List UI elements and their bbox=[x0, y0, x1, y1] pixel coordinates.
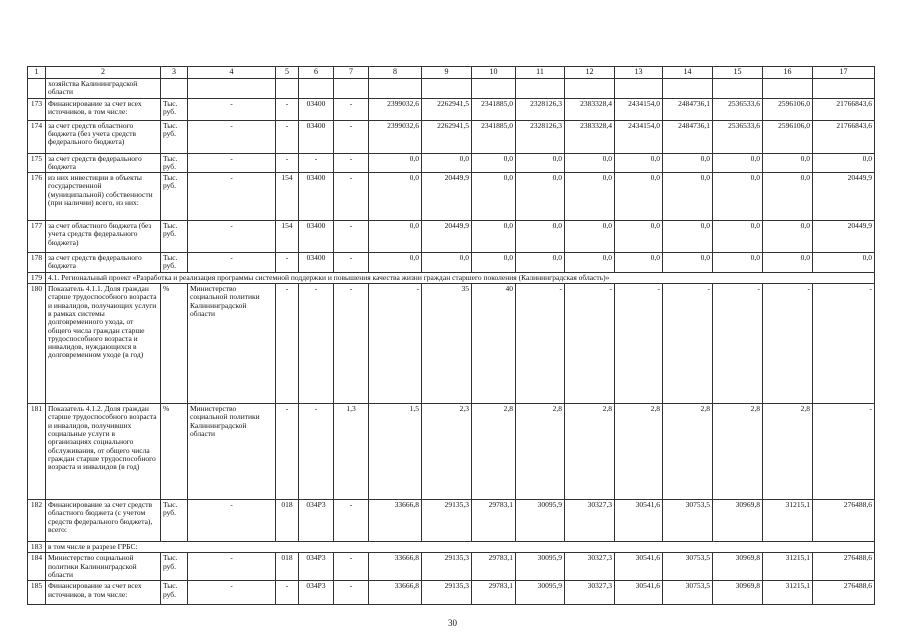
table-cell bbox=[813, 79, 875, 99]
table-cell: 0,0 bbox=[516, 253, 565, 273]
table-cell: Тыс. руб. bbox=[161, 581, 188, 605]
table-cell: 0,0 bbox=[516, 153, 565, 173]
table-cell: - bbox=[299, 153, 334, 173]
table-cell: 0,0 bbox=[615, 173, 663, 221]
section-title: 4.1. Региональный проект «Разработка и реализация программы системной поддержки и повышения качества жизни граждан старшего поколения (Калининградская область)» bbox=[46, 272, 875, 283]
table-row bbox=[28, 173, 875, 221]
header-cell: 1 bbox=[28, 67, 46, 79]
table-cell: 034P3 bbox=[299, 581, 334, 605]
table-cell: - bbox=[663, 284, 713, 404]
table-cell: 2383328,4 bbox=[565, 120, 615, 153]
table-cell: 2399032,6 bbox=[369, 98, 422, 120]
table-cell: 2,8 bbox=[516, 404, 565, 500]
table-row bbox=[28, 500, 875, 542]
row-label: за счет средств областного бюджета (без учета средств федерального бюджета) bbox=[46, 120, 161, 153]
table-cell: 2341885,0 bbox=[472, 120, 516, 153]
row-number: 175 bbox=[28, 153, 46, 173]
table-cell: 0,0 bbox=[763, 153, 813, 173]
table-cell bbox=[422, 79, 472, 99]
table-cell: - bbox=[276, 153, 299, 173]
table-cell: - bbox=[188, 173, 276, 221]
table-cell: 2341885,0 bbox=[472, 98, 516, 120]
table-cell: 35 bbox=[422, 284, 472, 404]
header-cell: 17 bbox=[813, 67, 875, 79]
table-cell: Тыс. руб. bbox=[161, 98, 188, 120]
table-cell: 0,0 bbox=[615, 153, 663, 173]
table-cell: - bbox=[565, 284, 615, 404]
table-cell: 2536533,6 bbox=[713, 120, 763, 153]
table-cell: - bbox=[188, 221, 276, 253]
table-cell: 2596106,0 bbox=[763, 98, 813, 120]
table-cell: 33666,8 bbox=[369, 581, 422, 605]
table-cell: 29135,3 bbox=[422, 500, 472, 542]
table-cell: - bbox=[516, 284, 565, 404]
row-number: 177 bbox=[28, 221, 46, 253]
table-cell bbox=[565, 79, 615, 99]
table-cell: - bbox=[334, 98, 369, 120]
table-cell: 31215,1 bbox=[763, 553, 813, 581]
table-cell: 29783,1 bbox=[472, 581, 516, 605]
header-cell: 7 bbox=[334, 67, 369, 79]
header-cell: 4 bbox=[188, 67, 276, 79]
table-cell: 0,0 bbox=[516, 173, 565, 221]
row-number bbox=[28, 79, 46, 99]
row-label: Финансирование за счет средств областного бюджета (с учетом средств федерального бюджета), всего: bbox=[46, 500, 161, 542]
table-row bbox=[28, 153, 875, 173]
table-cell: 30327,3 bbox=[565, 553, 615, 581]
table-cell: 30095,9 bbox=[516, 581, 565, 605]
row-label: Министерство социальной политики Калининградской области bbox=[46, 553, 161, 581]
table-cell: 2399032,6 bbox=[369, 120, 422, 153]
table-cell: - bbox=[188, 153, 276, 173]
table-row bbox=[28, 221, 875, 253]
table-cell: 0,0 bbox=[663, 253, 713, 273]
table-cell bbox=[663, 79, 713, 99]
table-cell: - bbox=[276, 284, 299, 404]
table-cell: 2,8 bbox=[663, 404, 713, 500]
row-label: Показатель 4.1.2. Доля граждан старше трудоспособного возраста и инвалидов, получивших социальные услуги в организациях социального обслуживания, от общего числа граждан старше трудоспособного возраста и инвалидов (в год) bbox=[46, 404, 161, 500]
table-cell: 276488,6 bbox=[813, 500, 875, 542]
table-cell: 2262941,5 bbox=[422, 98, 472, 120]
table-cell: 0,0 bbox=[615, 253, 663, 273]
row-label: Финансирование за счет всех источников, в том числе: bbox=[46, 581, 161, 605]
table-cell: - bbox=[276, 98, 299, 120]
table-cell: - bbox=[188, 120, 276, 153]
table-cell bbox=[161, 79, 188, 99]
page-number: 30 bbox=[448, 618, 457, 628]
row-label: Финансирование за счет всех источников, в том числе: bbox=[46, 98, 161, 120]
table-cell: 1,5 bbox=[369, 404, 422, 500]
table-cell: 30541,6 bbox=[615, 500, 663, 542]
row-number: 174 bbox=[28, 120, 46, 153]
table-cell: - bbox=[334, 253, 369, 273]
table-cell: 20449,9 bbox=[813, 173, 875, 221]
table-cell: 2536533,6 bbox=[713, 98, 763, 120]
table-cell: 0,0 bbox=[713, 173, 763, 221]
table-cell: 034P3 bbox=[299, 553, 334, 581]
table-cell: 30327,3 bbox=[565, 500, 615, 542]
table-cell: 30969,8 bbox=[713, 553, 763, 581]
row-number: 179 bbox=[28, 272, 46, 283]
table-cell: - bbox=[334, 153, 369, 173]
budget-table bbox=[27, 66, 875, 605]
row-label: Показатель 4.1.1. Доля граждан старше трудоспособного возраста и инвалидов, получающих услуги в рамках системы долговременного ухода, от общего числа граждан старше трудоспособного возраста и инвалидов, нуждающихся в долговременном уходе (в год) bbox=[46, 284, 161, 404]
table-cell: 2328126,3 bbox=[516, 98, 565, 120]
table-cell: 2,8 bbox=[713, 404, 763, 500]
table-cell bbox=[299, 79, 334, 99]
table-cell: 0,0 bbox=[565, 153, 615, 173]
table-cell: 30541,6 bbox=[615, 581, 663, 605]
header-cell: 10 bbox=[472, 67, 516, 79]
header-cell: 8 bbox=[369, 67, 422, 79]
table-cell: - bbox=[188, 98, 276, 120]
table-row bbox=[28, 553, 875, 581]
table-cell: 0,0 bbox=[472, 221, 516, 253]
table-cell: 0,0 bbox=[565, 221, 615, 253]
header-cell: 6 bbox=[299, 67, 334, 79]
table-cell: 276488,6 bbox=[813, 553, 875, 581]
table-cell: - bbox=[188, 553, 276, 581]
table-cell: - bbox=[299, 404, 334, 500]
table-cell: 0,0 bbox=[422, 253, 472, 273]
header-cell: 11 bbox=[516, 67, 565, 79]
table-cell: 29783,1 bbox=[472, 553, 516, 581]
table-cell: 0,0 bbox=[369, 173, 422, 221]
header-cell: 12 bbox=[565, 67, 615, 79]
table-cell: - bbox=[188, 581, 276, 605]
table-cell bbox=[188, 79, 276, 99]
table-cell: 0,0 bbox=[369, 221, 422, 253]
table-row bbox=[28, 284, 875, 404]
table-cell: 2,3 bbox=[422, 404, 472, 500]
header-cell: 16 bbox=[763, 67, 813, 79]
row-label: за счет средств федерального бюджета bbox=[46, 153, 161, 173]
table-cell: Тыс. руб. bbox=[161, 153, 188, 173]
table-cell: 0,0 bbox=[472, 173, 516, 221]
header-cell: 2 bbox=[46, 67, 161, 79]
table-cell: 0,0 bbox=[615, 221, 663, 253]
table-cell: 33666,8 bbox=[369, 553, 422, 581]
table-cell: 0,0 bbox=[422, 153, 472, 173]
table-cell: 0,0 bbox=[663, 153, 713, 173]
table-cell: 1,3 bbox=[334, 404, 369, 500]
row-label: за счет средств федерального бюджета bbox=[46, 253, 161, 273]
document-page bbox=[27, 66, 875, 605]
table-cell: 0,0 bbox=[663, 173, 713, 221]
table-cell bbox=[615, 79, 663, 99]
table-cell: - bbox=[615, 284, 663, 404]
table-cell: % bbox=[161, 404, 188, 500]
table-cell: 30095,9 bbox=[516, 553, 565, 581]
row-number: 181 bbox=[28, 404, 46, 500]
table-cell bbox=[369, 79, 422, 99]
table-cell: 20449,9 bbox=[422, 221, 472, 253]
table-cell: 0,0 bbox=[472, 253, 516, 273]
table-cell: Министерство социальной политики Калининградской области bbox=[188, 404, 276, 500]
table-cell: - bbox=[334, 173, 369, 221]
table-cell: 0,0 bbox=[565, 253, 615, 273]
table-cell: 0,0 bbox=[813, 153, 875, 173]
table-cell: - bbox=[369, 284, 422, 404]
table-cell: - bbox=[763, 284, 813, 404]
row-number: 183 bbox=[28, 542, 46, 553]
table-cell: 30753,5 bbox=[663, 553, 713, 581]
table-cell: 2596106,0 bbox=[763, 120, 813, 153]
table-cell: - bbox=[813, 404, 875, 500]
table-cell: - bbox=[188, 500, 276, 542]
table-cell: - bbox=[334, 221, 369, 253]
table-cell: Тыс. руб. bbox=[161, 253, 188, 273]
table-cell: 03400 bbox=[299, 253, 334, 273]
header-cell: 3 bbox=[161, 67, 188, 79]
table-cell: 0,0 bbox=[369, 153, 422, 173]
table-cell: 154 bbox=[276, 221, 299, 253]
table-cell: Тыс. руб. bbox=[161, 120, 188, 153]
header-cell: 5 bbox=[276, 67, 299, 79]
section-title: в том числе в разрезе ГРБС: bbox=[46, 542, 875, 553]
table-row bbox=[28, 404, 875, 500]
table-row bbox=[28, 542, 875, 553]
table-cell: 2484736,1 bbox=[663, 98, 713, 120]
table-cell: 154 bbox=[276, 173, 299, 221]
table-cell bbox=[763, 79, 813, 99]
table-cell: 0,0 bbox=[565, 173, 615, 221]
table-cell: - bbox=[299, 284, 334, 404]
table-cell: Тыс. руб. bbox=[161, 500, 188, 542]
table-cell: 20449,9 bbox=[813, 221, 875, 253]
table-cell: 21766843,6 bbox=[813, 98, 875, 120]
table-cell: % bbox=[161, 284, 188, 404]
table-cell: 03400 bbox=[299, 120, 334, 153]
table-row bbox=[28, 98, 875, 120]
table-cell: 0,0 bbox=[369, 253, 422, 273]
table-cell: 2328126,3 bbox=[516, 120, 565, 153]
table-cell bbox=[334, 79, 369, 99]
table-cell: 03400 bbox=[299, 221, 334, 253]
table-cell: 0,0 bbox=[663, 221, 713, 253]
table-cell: 30753,5 bbox=[663, 581, 713, 605]
table-cell: - bbox=[334, 284, 369, 404]
table-cell: - bbox=[334, 500, 369, 542]
table-cell: 21766843,6 bbox=[813, 120, 875, 153]
table-cell: 2383328,4 bbox=[565, 98, 615, 120]
table-cell: - bbox=[713, 284, 763, 404]
row-number: 182 bbox=[28, 500, 46, 542]
table-cell: 30753,5 bbox=[663, 500, 713, 542]
table-row bbox=[28, 79, 875, 99]
table-cell: 31215,1 bbox=[763, 500, 813, 542]
row-label: за счет областного бюджета (без учета средств федерального бюджета) bbox=[46, 221, 161, 253]
table-cell: - bbox=[334, 553, 369, 581]
table-cell: 276488,6 bbox=[813, 581, 875, 605]
row-number: 176 bbox=[28, 173, 46, 221]
row-number: 178 bbox=[28, 253, 46, 273]
table-cell: - bbox=[276, 120, 299, 153]
table-cell: 2,8 bbox=[472, 404, 516, 500]
table-cell: 0,0 bbox=[472, 153, 516, 173]
table-row bbox=[28, 120, 875, 153]
table-cell: 03400 bbox=[299, 98, 334, 120]
table-cell: Тыс. руб. bbox=[161, 173, 188, 221]
table-cell: 0,0 bbox=[713, 221, 763, 253]
table-cell: 30969,8 bbox=[713, 500, 763, 542]
table-cell: - bbox=[334, 581, 369, 605]
table-cell bbox=[516, 79, 565, 99]
table-cell: - bbox=[276, 581, 299, 605]
header-cell: 13 bbox=[615, 67, 663, 79]
table-cell: 0,0 bbox=[713, 153, 763, 173]
table-cell: - bbox=[813, 284, 875, 404]
table-cell: Министерство социальной политики Калининградской области bbox=[188, 284, 276, 404]
table-row bbox=[28, 581, 875, 605]
table-cell: 33666,8 bbox=[369, 500, 422, 542]
table-cell: 29135,3 bbox=[422, 581, 472, 605]
row-number: 180 bbox=[28, 284, 46, 404]
table-row bbox=[28, 253, 875, 273]
table-cell bbox=[472, 79, 516, 99]
table-cell: 0,0 bbox=[763, 173, 813, 221]
table-cell: 2484736,1 bbox=[663, 120, 713, 153]
table-cell: - bbox=[334, 120, 369, 153]
table-cell: 31215,1 bbox=[763, 581, 813, 605]
header-cell: 15 bbox=[713, 67, 763, 79]
table-cell: 0,0 bbox=[763, 221, 813, 253]
table-cell: - bbox=[276, 404, 299, 500]
table-cell: 29783,1 bbox=[472, 500, 516, 542]
row-number: 184 bbox=[28, 553, 46, 581]
table-cell bbox=[713, 79, 763, 99]
table-cell: 2262941,5 bbox=[422, 120, 472, 153]
table-cell: 2434154,0 bbox=[615, 120, 663, 153]
table-cell: - bbox=[188, 253, 276, 273]
table-cell: 0,0 bbox=[713, 253, 763, 273]
row-label: из них инвестиции в объекты государственной (муниципальной) собственности (при наличии) всего, из них: bbox=[46, 173, 161, 221]
table-cell: 29135,3 bbox=[422, 553, 472, 581]
table-cell: 30327,3 bbox=[565, 581, 615, 605]
table-cell: 018 bbox=[276, 500, 299, 542]
row-label: хозяйства Калининградской области bbox=[46, 79, 161, 99]
table-cell: 0,0 bbox=[763, 253, 813, 273]
row-number: 173 bbox=[28, 98, 46, 120]
table-cell: 40 bbox=[472, 284, 516, 404]
table-cell: 03400 bbox=[299, 173, 334, 221]
table-cell: 30095,9 bbox=[516, 500, 565, 542]
table-cell: 0,0 bbox=[813, 253, 875, 273]
header-row bbox=[28, 67, 875, 79]
table-row bbox=[28, 272, 875, 283]
table-cell: 0,0 bbox=[516, 221, 565, 253]
table-cell bbox=[276, 79, 299, 99]
table-cell: 018 bbox=[276, 553, 299, 581]
table-cell: - bbox=[276, 253, 299, 273]
table-cell: 2,8 bbox=[763, 404, 813, 500]
row-number: 185 bbox=[28, 581, 46, 605]
table-cell: 2,8 bbox=[565, 404, 615, 500]
table-cell: Тыс. руб. bbox=[161, 553, 188, 581]
table-cell: 2434154,0 bbox=[615, 98, 663, 120]
table-cell: 20449,9 bbox=[422, 173, 472, 221]
table-cell: 034P3 bbox=[299, 500, 334, 542]
header-cell: 9 bbox=[422, 67, 472, 79]
header-cell: 14 bbox=[663, 67, 713, 79]
table-cell: Тыс. руб. bbox=[161, 221, 188, 253]
table-cell: 30541,6 bbox=[615, 553, 663, 581]
table-cell: 2,8 bbox=[615, 404, 663, 500]
table-cell: 30969,8 bbox=[713, 581, 763, 605]
